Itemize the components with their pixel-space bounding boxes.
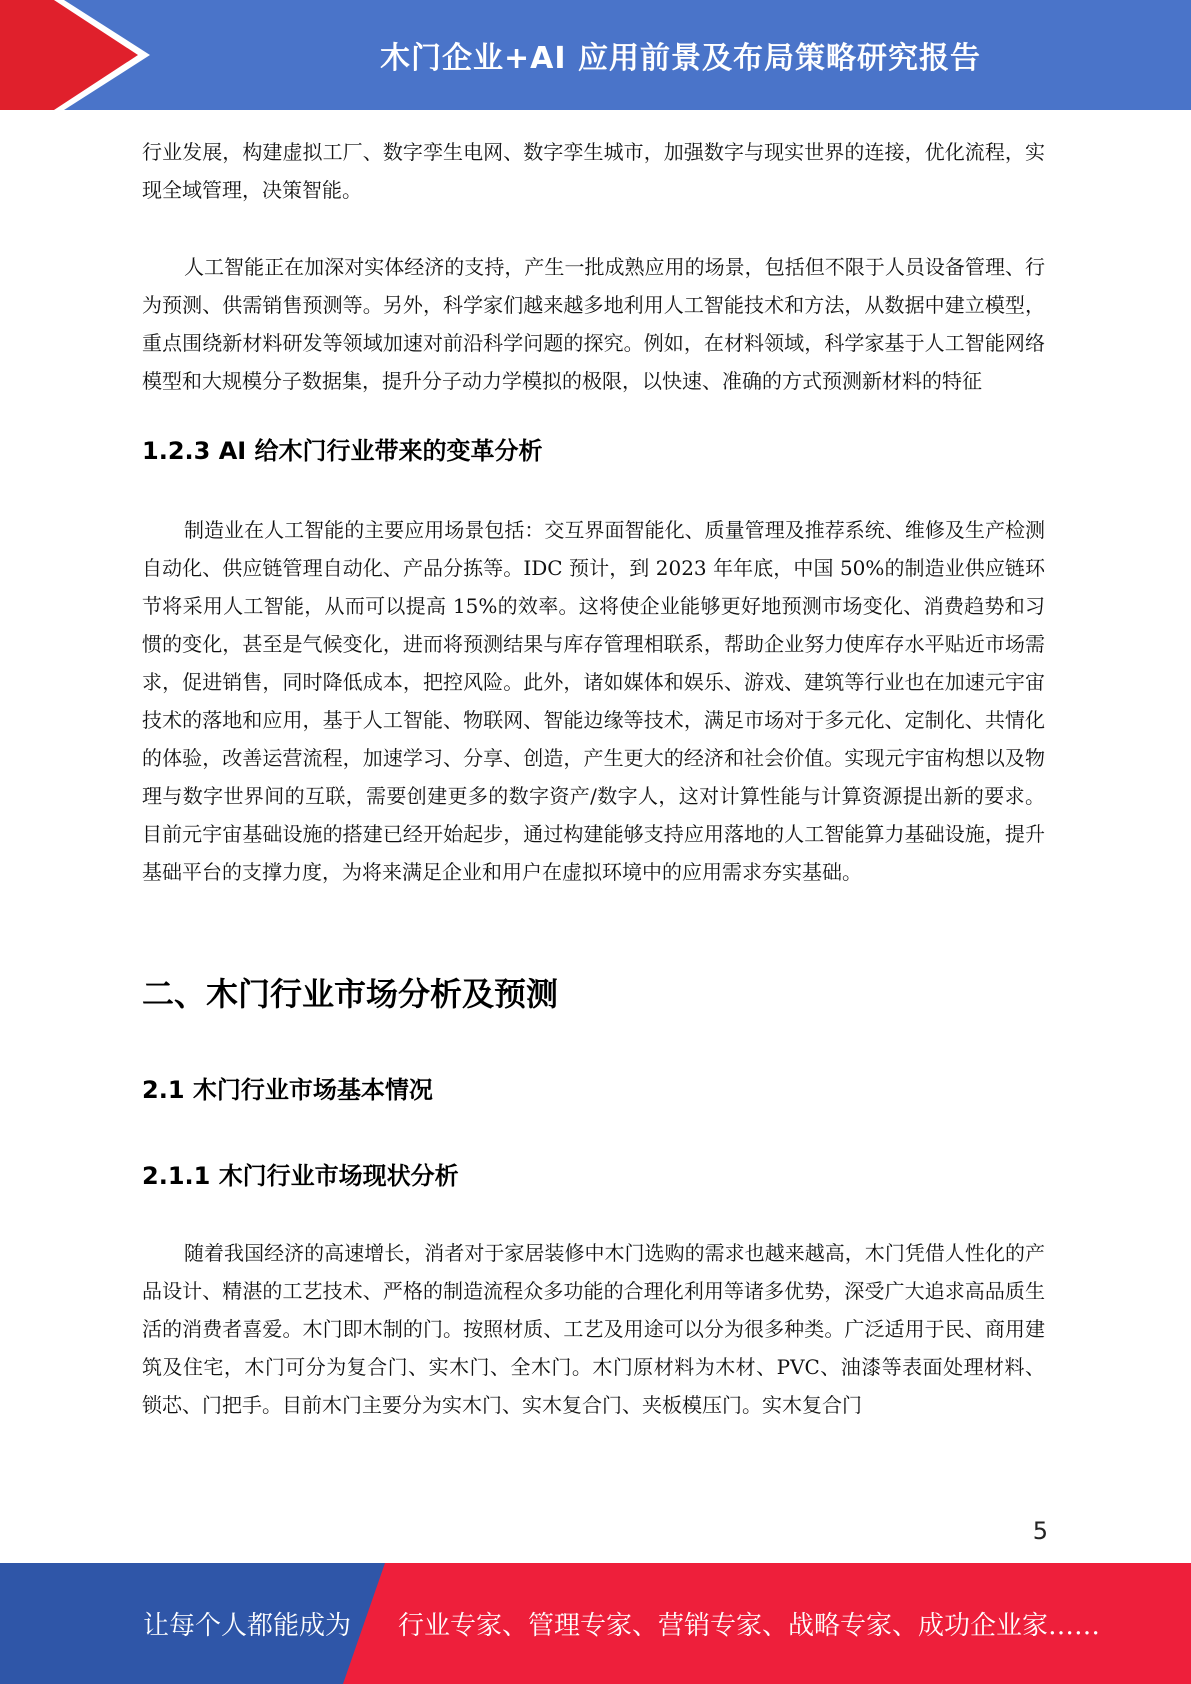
document-body xyxy=(142,133,1045,1424)
footer-slogan-left: 让每个人都能成为 xyxy=(143,1611,352,1641)
section-heading-1-2-3: 1.2.3 AI 给木门行业带来的变革分析 xyxy=(142,437,543,465)
footer-slogan-right: 行业专家、管理专家、营销专家、战略专家、成功企业家…… xyxy=(398,1611,1101,1641)
paragraph: 行业发展，构建虚拟工厂、数字孪生电网、数字孪生城市，加强数字与现实世界的连接，优化流程，实现全域管理，决策智能。 xyxy=(142,140,1045,202)
footer-banner xyxy=(0,1563,1191,1684)
header-banner xyxy=(0,0,1191,110)
page-number: 5 xyxy=(1032,1517,1048,1545)
paragraph: 随着我国经济的高速增长，消者对于家居装修中木门选购的需求也越来越高，木门凭借人性化的产品设计、精湛的工艺技术、严格的制造流程众多功能的合理化利用等诸多优势，深受广大追求高品质生活的消费者喜爱。木门即木制的门。按照材质、工艺及用途可以分为很多种类。广泛适用于民、商用建筑及住宅，木门可分为复合门、实木门、全木门。木门原材料为木材、PVC、油漆等表面处理材料、锁芯、门把手。目前木门主要分为实木门、实木复合门、夹板模压门。实木复合门 xyxy=(142,1241,1045,1417)
paragraph: 人工智能正在加深对实体经济的支持，产生一批成熟应用的场景，包括但不限于人员设备管理、行为预测、供需销售预测等。另外，科学家们越来越多地利用人工智能技术和方法，从数据中建立模型，重点围绕新材料研发等领域加速对前沿科学问题的探究。例如，在材料领域，科学家基于人工智能网络模型和大规模分子数据集，提升分子动力学模拟的极限，以快速、准确的方式预测新材料的特征 xyxy=(142,255,1045,393)
paragraph: 制造业在人工智能的主要应用场景包括：交互界面智能化、质量管理及推荐系统、维修及生产检测自动化、供应链管理自动化、产品分拣等。IDC 预计，到 2023 年年底，中国 50%的制造业供应链环节将采用人工智能，从而可以提高 15%的效率。这将使企业能够更好地预测市场变化、消费趋势和习惯的变化，甚至是气候变化，进而将预测结果与库存管理相联系，帮助企业努力使库存水平贴近市场需求，促进销售，同时降低成本，把控风险。此外，诸如媒体和娱乐、游戏、建筑等行业也在加速元宇宙技术的落地和应用，基于人工智能、物联网、智能边缘等技术，满足市场对于多元化、定制化、共情化的体验，改善运营流程，加速学习、分享、创造，产生更大的经济和社会价值。实现元宇宙构想以及物理与数字世界间的互联，需要创建更多的数字资产/数字人，这对计算性能与计算资源提出新的要求。目前元宇宙基础设施的搭建已经开始起步，通过构建能够支持应用落地的人工智能算力基础设施，提升基础平台的支撑力度，为将来满足企业和用户在虚拟环境中的应用需求夯实基础。 xyxy=(142,518,1045,884)
section-heading-2-1-1: 2.1.1 木门行业市场现状分析 xyxy=(142,1162,459,1190)
report-title: 木门企业+AI 应用前景及布局策略研究报告 xyxy=(380,41,981,76)
section-heading-2-1: 2.1 木门行业市场基本情况 xyxy=(142,1076,433,1104)
chapter-heading-2: 二、木门行业市场分析及预测 xyxy=(142,975,559,1013)
header-arrow-graphic xyxy=(0,0,160,110)
